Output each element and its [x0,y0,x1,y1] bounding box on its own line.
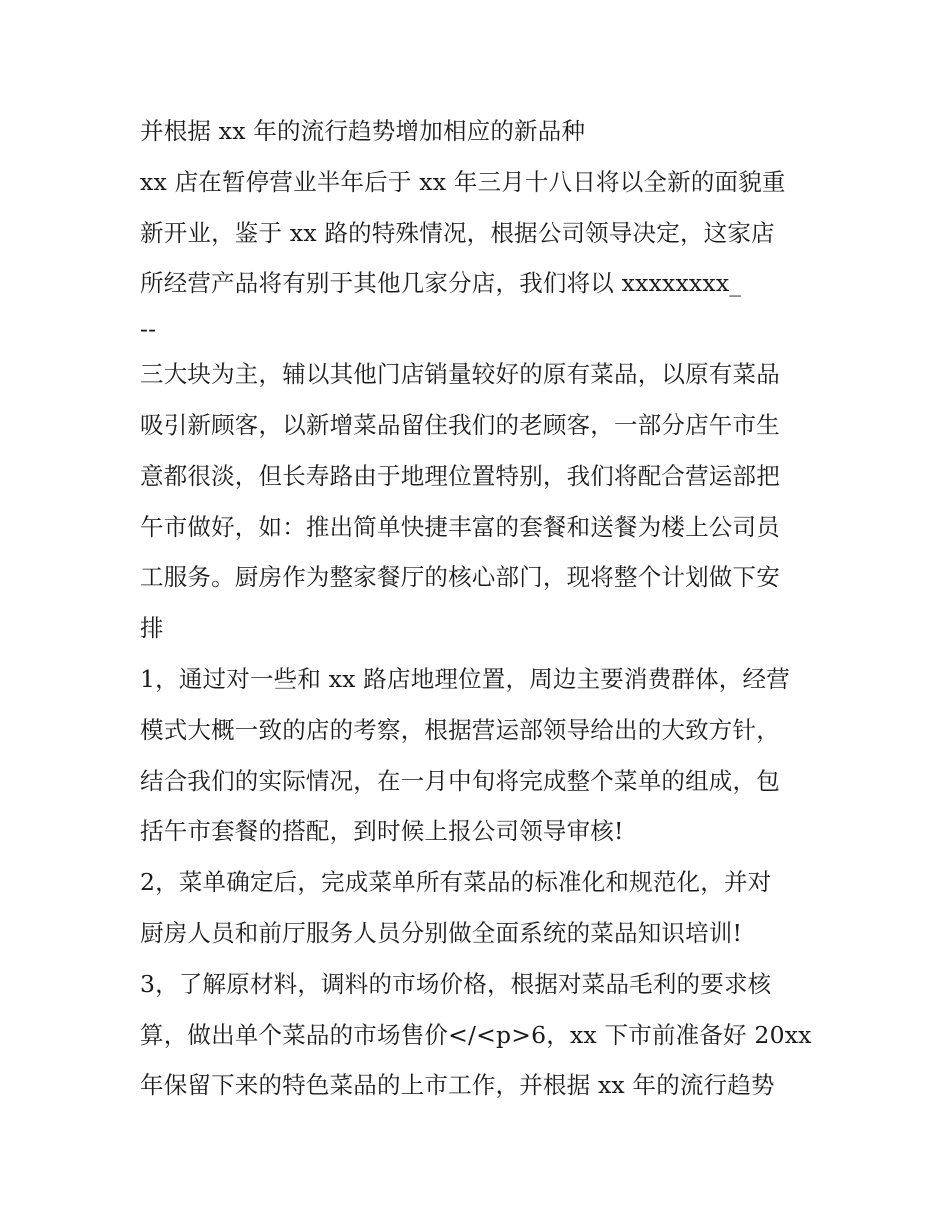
text-line: 厨房人员和前厅服务人员分别做全面系统的菜品知识培训! [140,918,743,947]
text-line: 所经营产品将有别于其他几家分店，我们将以 xxxxxxxx_ [140,269,742,298]
text-line: 2，菜单确定后，完成菜单所有菜品的标准化和规范化，并对 [140,868,772,897]
text-line: -- [140,315,157,344]
text-line: 三大块为主，辅以其他门店销量较好的原有菜品，以原有菜品 [140,360,780,389]
text-line: 吸引新顾客，以新增菜品留住我们的老顾客，一部分店午市生 [140,410,780,439]
text-line: 并根据 xx 年的流行趋势增加相应的新品种 [140,117,586,145]
text-line: xx 店在暂停营业半年后于 xx 年三月十八日将以全新的面貌重 [140,167,786,196]
text-line: 结合我们的实际情况，在一月中旬将完成整个菜单的组成，包 [140,766,780,795]
text-line: 意都很淡，但长寿路由于地理位置特别，我们将配合营运部把 [140,461,780,490]
text-line: 1，通过对一些和 xx 路店地理位置，周边主要消费群体，经营 [140,664,790,693]
text-line: 排 [140,614,164,643]
text-line: 模式大概一致的店的考察，根据营运部领导给出的大致方针， [140,715,780,744]
text-line: 算，做出单个菜品的市场售价</<p>6，xx 下市前准备好 20xx [140,1020,812,1049]
text-line: 括午市套餐的搭配，到时候上报公司领导审核! [140,817,624,846]
text-line: 3，了解原材料，调料的市场价格，根据对菜品毛利的要求核 [140,969,772,998]
document-body [140,106,820,1111]
text-line: 新开业，鉴于 xx 路的特殊情况，根据公司领导决定，这家店 [140,218,775,247]
text-line: 年保留下来的特色菜品的上市工作，并根据 xx 年的流行趋势 [140,1071,775,1100]
text-line: 工服务。厨房作为整家餐厅的核心部门，现将整个计划做下安 [140,563,780,592]
text-line: 午市做好，如：推出简单快捷丰富的套餐和送餐为楼上公司员 [140,512,780,541]
